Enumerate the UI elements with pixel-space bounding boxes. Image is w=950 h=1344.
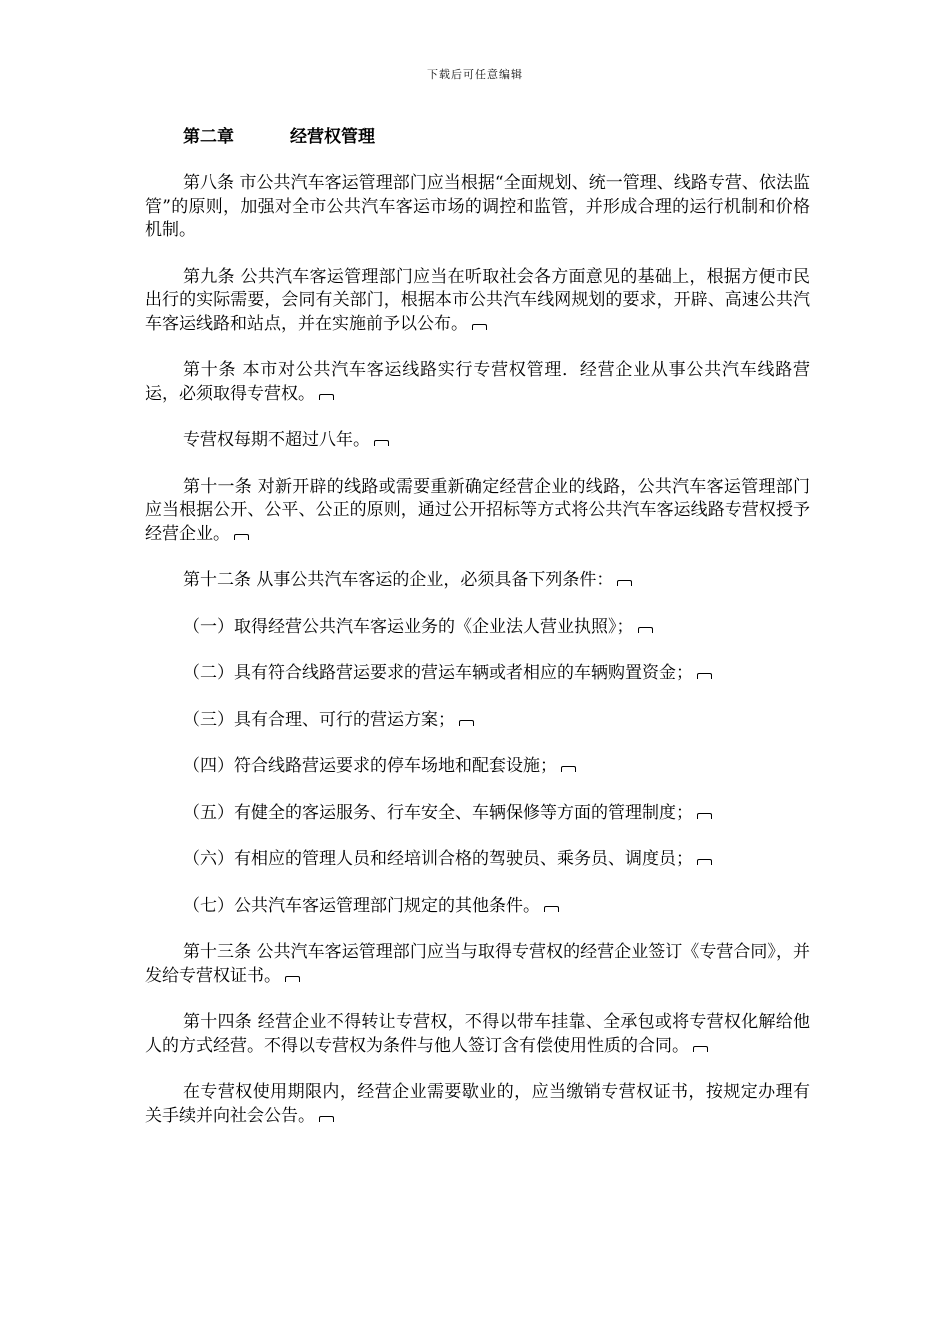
document-body	[145, 124, 810, 1151]
chapter-title: 经营权管理	[290, 127, 375, 147]
paragraph-mark-icon	[285, 976, 300, 982]
condition-item: （六）有相应的管理人员和经培训合格的驾驶员、乘务员、调度员；	[145, 848, 810, 872]
paragraph-mark-icon	[459, 720, 474, 726]
paragraph-mark-icon	[693, 1046, 708, 1052]
condition-item: （三）具有合理、可行的营运方案；	[145, 709, 810, 733]
paragraph-mark-icon	[561, 766, 576, 772]
paragraph-mark-icon	[234, 534, 249, 540]
condition-item: （四）符合线路营运要求的停车场地和配套设施；	[145, 755, 810, 779]
paragraph-mark-icon	[544, 906, 559, 912]
paragraph-mark-icon	[319, 394, 334, 400]
article-14-suspension: 在专营权使用期限内，经营企业需要歇业的，应当缴销专营权证书，按规定办理有关手续并向社会公告。	[145, 1082, 810, 1126]
article-9: 第九条 公共汽车客运管理部门应当在听取社会各方面意见的基础上，根据方便市民出行的实际需要，会同有关部门，根据本市公共汽车线网规划的要求，开辟、高速公共汽车客运线路和站点，并在实施前予以公布。	[145, 266, 810, 334]
paragraph-mark-icon	[697, 673, 712, 679]
article-13: 第十三条 公共汽车客运管理部门应当与取得专营权的经营企业签订《专营合同》，并发给专营权证书。	[145, 942, 810, 986]
article-12: 第十二条 从事公共汽车客运的企业，必须具备下列条件：	[145, 569, 810, 593]
condition-item: （五）有健全的客运服务、行车安全、车辆保修等方面的管理制度；	[145, 802, 810, 826]
condition-item: （二）具有符合线路营运要求的营运车辆或者相应的车辆购置资金；	[145, 662, 810, 686]
condition-item: （七）公共汽车客运管理部门规定的其他条件。	[145, 895, 810, 919]
paragraph-mark-icon	[697, 859, 712, 865]
paragraph-mark-icon	[697, 813, 712, 819]
article-11: 第十一条 对新开辟的线路或需要重新确定经营企业的线路，公共汽车客运管理部门应当根据公开、公平、公正的原则，通过公开招标等方式将公共汽车客运线路专营权授予经营企业。	[145, 476, 810, 544]
chapter-number: 第二章	[183, 127, 234, 147]
article-14: 第十四条 经营企业不得转让专营权，不得以带车挂靠、全承包或将专营权化解给他人的方式经营。不得以专营权为条件与他人签订含有偿使用性质的合同。	[145, 1012, 810, 1056]
article-10-term: 专营权每期不超过八年。	[145, 429, 810, 453]
paragraph-mark-icon	[472, 324, 487, 330]
paragraph-mark-icon	[617, 580, 632, 586]
paragraph-mark-icon	[638, 627, 653, 633]
page-header: 下载后可任意编辑	[427, 68, 523, 81]
article-8: 第八条 市公共汽车客运管理部门应当根据“全面规划、统一管理、线路专营、依法监管”的原则，加强对全市公共汽车客运市场的调控和监管，并形成合理的运行机制和价格机制。	[145, 173, 810, 240]
article-10: 第十条 本市对公共汽车客运线路实行专营权管理．经营企业从事公共汽车线路营运，必须取得专营权。	[145, 360, 810, 404]
paragraph-mark-icon	[319, 1116, 334, 1122]
chapter-heading	[183, 124, 810, 150]
condition-item: （一）取得经营公共汽车客运业务的《企业法人营业执照》；	[145, 616, 810, 640]
paragraph-mark-icon	[374, 440, 389, 446]
